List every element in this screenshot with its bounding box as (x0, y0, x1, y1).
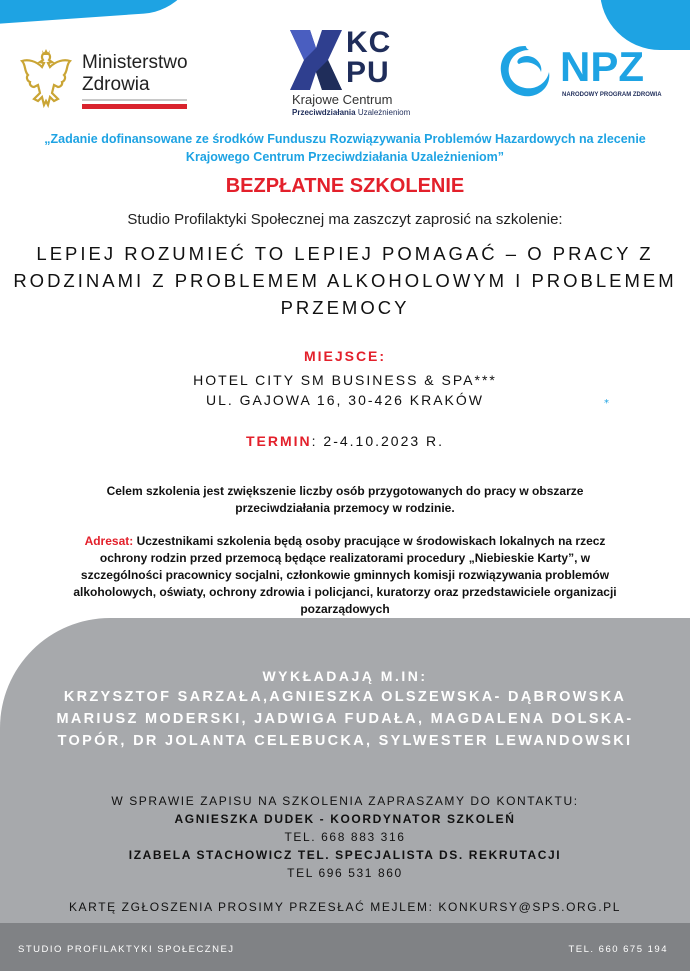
npz-swirl-icon (497, 42, 553, 100)
addressees-line1-text: Uczestnikami szkolenia będą osoby pracujące w środowiskach lokalnych na rzecz (133, 534, 606, 548)
contact-person1: AGNIESZKA DUDEK - KOORDYNATOR SZKOLEŃ (174, 812, 516, 826)
place (0, 370, 690, 410)
kcpu-letters-bottom: PU (346, 56, 390, 89)
addressees-label: Adresat: (84, 534, 134, 548)
lecturers-line3: TOPÓR, DR JOLANTA CELEBUCKA, SYLWESTER LEWANDOWSKI (57, 733, 633, 749)
kcpu-cross-icon (290, 30, 342, 90)
training-title-line1: LEPIEJ ROZUMIEĆ TO LEPIEJ POMAGAĆ – O PRACY Z (36, 243, 654, 264)
kcpu-subtitle-bold: Przeciwdziałania (292, 108, 356, 117)
term (0, 433, 690, 449)
footer-phone: TEL. 660 675 194 (568, 944, 668, 955)
ministry-name-line1: Ministerstwo (82, 52, 188, 73)
contact-intro: W SPRAWIE ZAPISU NA SZKOLENIA ZAPRASZAMY DO KONTAKTU: (111, 794, 579, 808)
footer-organization: STUDIO PROFILAKTYKI SPOŁECZNEJ (18, 944, 235, 955)
funding-note (0, 130, 690, 166)
addressees-line5: pozarządowych (300, 602, 390, 616)
decorative-star: * (604, 398, 609, 409)
contact-person2: IZABELA STACHOWICZ TEL. SPECJALISTA DS. REKRUTACJI (128, 848, 562, 862)
goal-line1: Celem szkolenia jest zwiększenie liczby osób przygotowanych do pracy w obszarze (106, 484, 584, 498)
npz-subtitle: NARODOWY PROGRAM ZDROWIA (562, 92, 662, 98)
ministry-red-bar (82, 104, 187, 109)
place-line2: UL. GAJOWA 16, 30-426 KRAKÓW (205, 392, 484, 408)
funding-note-line2: Krajowego Centrum Przeciwdziałania Uzależnieniom” (185, 150, 505, 164)
kcpu-letters-top: KC (346, 26, 392, 59)
lecturers-list (0, 686, 690, 752)
contact-phone1: TEL. 668 883 316 (284, 830, 406, 844)
ministry-logo-text (82, 52, 188, 96)
training-title-line2: RODZINAMI Z PROBLEMEM ALKOHOLOWYM I PROBLEMEM (13, 270, 677, 291)
goal-line2: przeciwdziałania przemocy w rodzinie. (235, 501, 455, 515)
ministry-name-line2: Zdrowia (82, 74, 150, 95)
training-title (0, 240, 690, 321)
term-label: TERMIN (245, 433, 312, 449)
place-label: MIEJSCE: (303, 348, 387, 364)
addressees-line2: ochrony rodzin przed przemocą będące realizatorami procedury „Niebieskie Karty”, w (99, 551, 591, 565)
addressees-line3: szczególności pracownicy socjalni, członkowie gminnych komisji rozwiązywania problemów (80, 568, 610, 582)
headline: BEZPŁATNE SZKOLENIE (225, 175, 465, 197)
kcpu-letters (346, 28, 391, 88)
npz-letters: NPZ (560, 43, 644, 90)
kcpu-name: Krajowe Centrum (292, 92, 393, 107)
lecturers-heading: WYKŁADAJĄ M.IN: (262, 668, 428, 684)
contact-phone2: TEL 696 531 860 (287, 866, 403, 880)
kcpu-subtitle (292, 108, 410, 117)
funding-note-line1: „Zadanie dofinansowane ze środków Funduszu Rozwiązywania Problemów Hazardowych na zlecenie (44, 132, 646, 146)
lecturers-line1: KRZYSZTOF SARZAŁA,AGNIESZKA OLSZEWSKA- DĄBROWSKA (63, 689, 627, 705)
kcpu-subtitle-rest: Uzależnieniom (355, 108, 411, 117)
training-title-line3: PRZEMOCY (280, 297, 410, 318)
polish-eagle-emblem (18, 47, 74, 111)
send-form-note: KARTĘ ZGŁOSZENIA PROSIMY PRZESŁAĆ MEJLEM: KONKURSY@SPS.ORG.PL (68, 900, 622, 914)
invitation: Studio Profilaktyki Społecznej ma zaszczyt zaprosić na szkolenie: (127, 211, 563, 228)
term-value: : 2-4.10.2023 R. (311, 433, 445, 449)
top-left-corner-shape (0, 0, 202, 26)
addressees-text (30, 533, 660, 618)
contact-block (0, 792, 690, 882)
place-line1: HOTEL CITY SM BUSINESS & SPA*** (193, 372, 497, 388)
addressees-line4: alkoholowych, oświaty, ochrony zdrowia i policjanci, kuratorzy oraz przedstawiciele organizacji (73, 585, 617, 599)
goal-text (60, 483, 630, 517)
ministry-grey-bar (82, 99, 187, 101)
addressees-line1 (30, 533, 660, 550)
lecturers-line2: MARIUSZ MODERSKI, JADWIGA FUDAŁA, MAGDALENA DOLSKA- (56, 711, 634, 727)
